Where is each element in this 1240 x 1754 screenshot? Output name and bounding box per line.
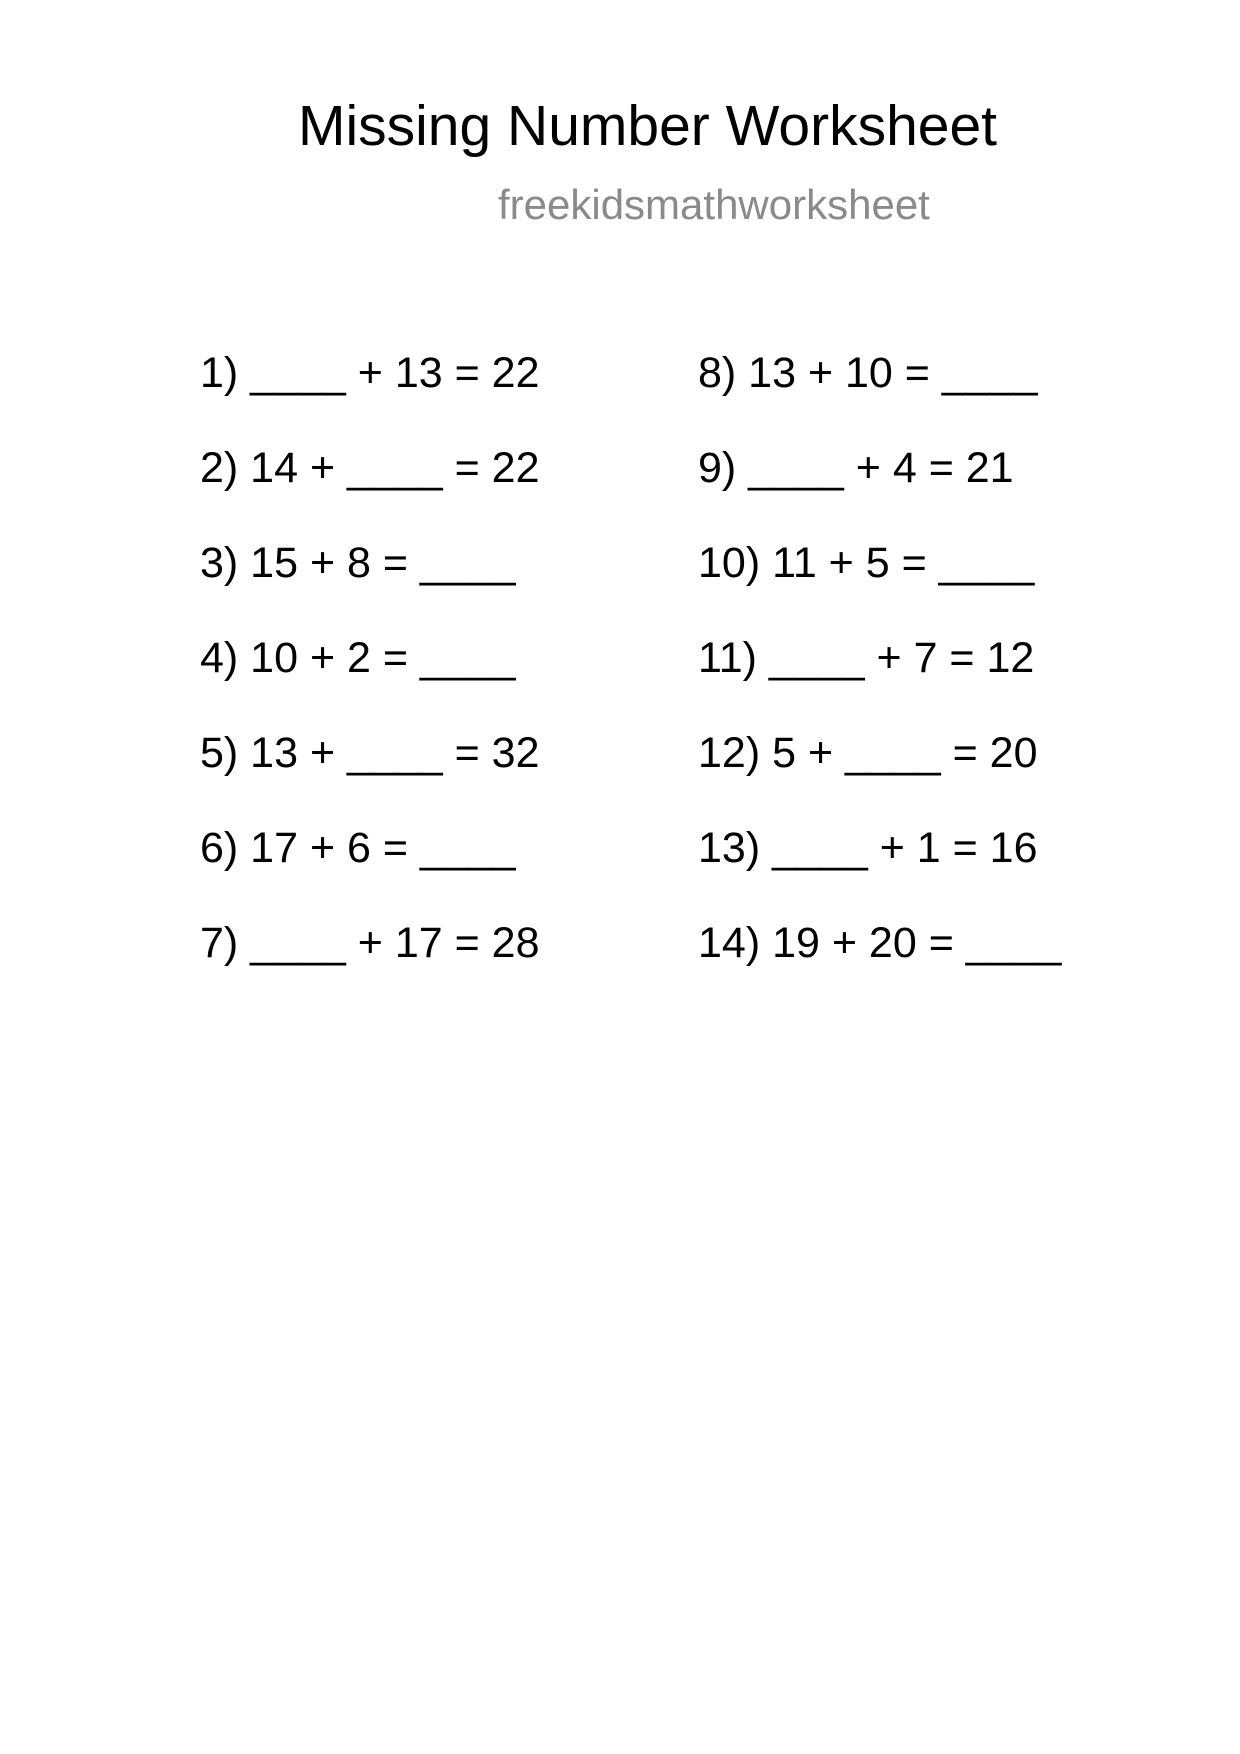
problem-3: 3) 15 + 8 = ____: [200, 539, 516, 587]
problem-11: 11) ____ + 7 = 12: [698, 634, 1035, 682]
problem-column-left: [200, 349, 540, 1017]
problem-column-right: [698, 349, 1062, 1017]
worksheet-title: Missing Number Worksheet: [298, 94, 998, 158]
problem-4: 4) 10 + 2 = ____: [200, 634, 516, 682]
problem-2: 2) 14 + ____ = 22: [200, 444, 540, 492]
problem-14: 14) 19 + 20 = ____: [698, 919, 1062, 967]
problem-8: 8) 13 + 10 = ____: [698, 349, 1038, 397]
problem-7: 7) ____ + 17 = 28: [200, 919, 540, 967]
problem-5: 5) 13 + ____ = 32: [200, 729, 540, 777]
problem-9: 9) ____ + 4 = 21: [698, 444, 1014, 492]
problem-1: 1) ____ + 13 = 22: [200, 349, 540, 397]
problem-12: 12) 5 + ____ = 20: [698, 729, 1038, 777]
problem-10: 10) 11 + 5 = ____: [698, 539, 1035, 587]
problem-13: 13) ____ + 1 = 16: [698, 824, 1038, 872]
worksheet-subtitle: freekidsmathworksheet: [498, 181, 930, 228]
problem-6: 6) 17 + 6 = ____: [200, 824, 516, 872]
